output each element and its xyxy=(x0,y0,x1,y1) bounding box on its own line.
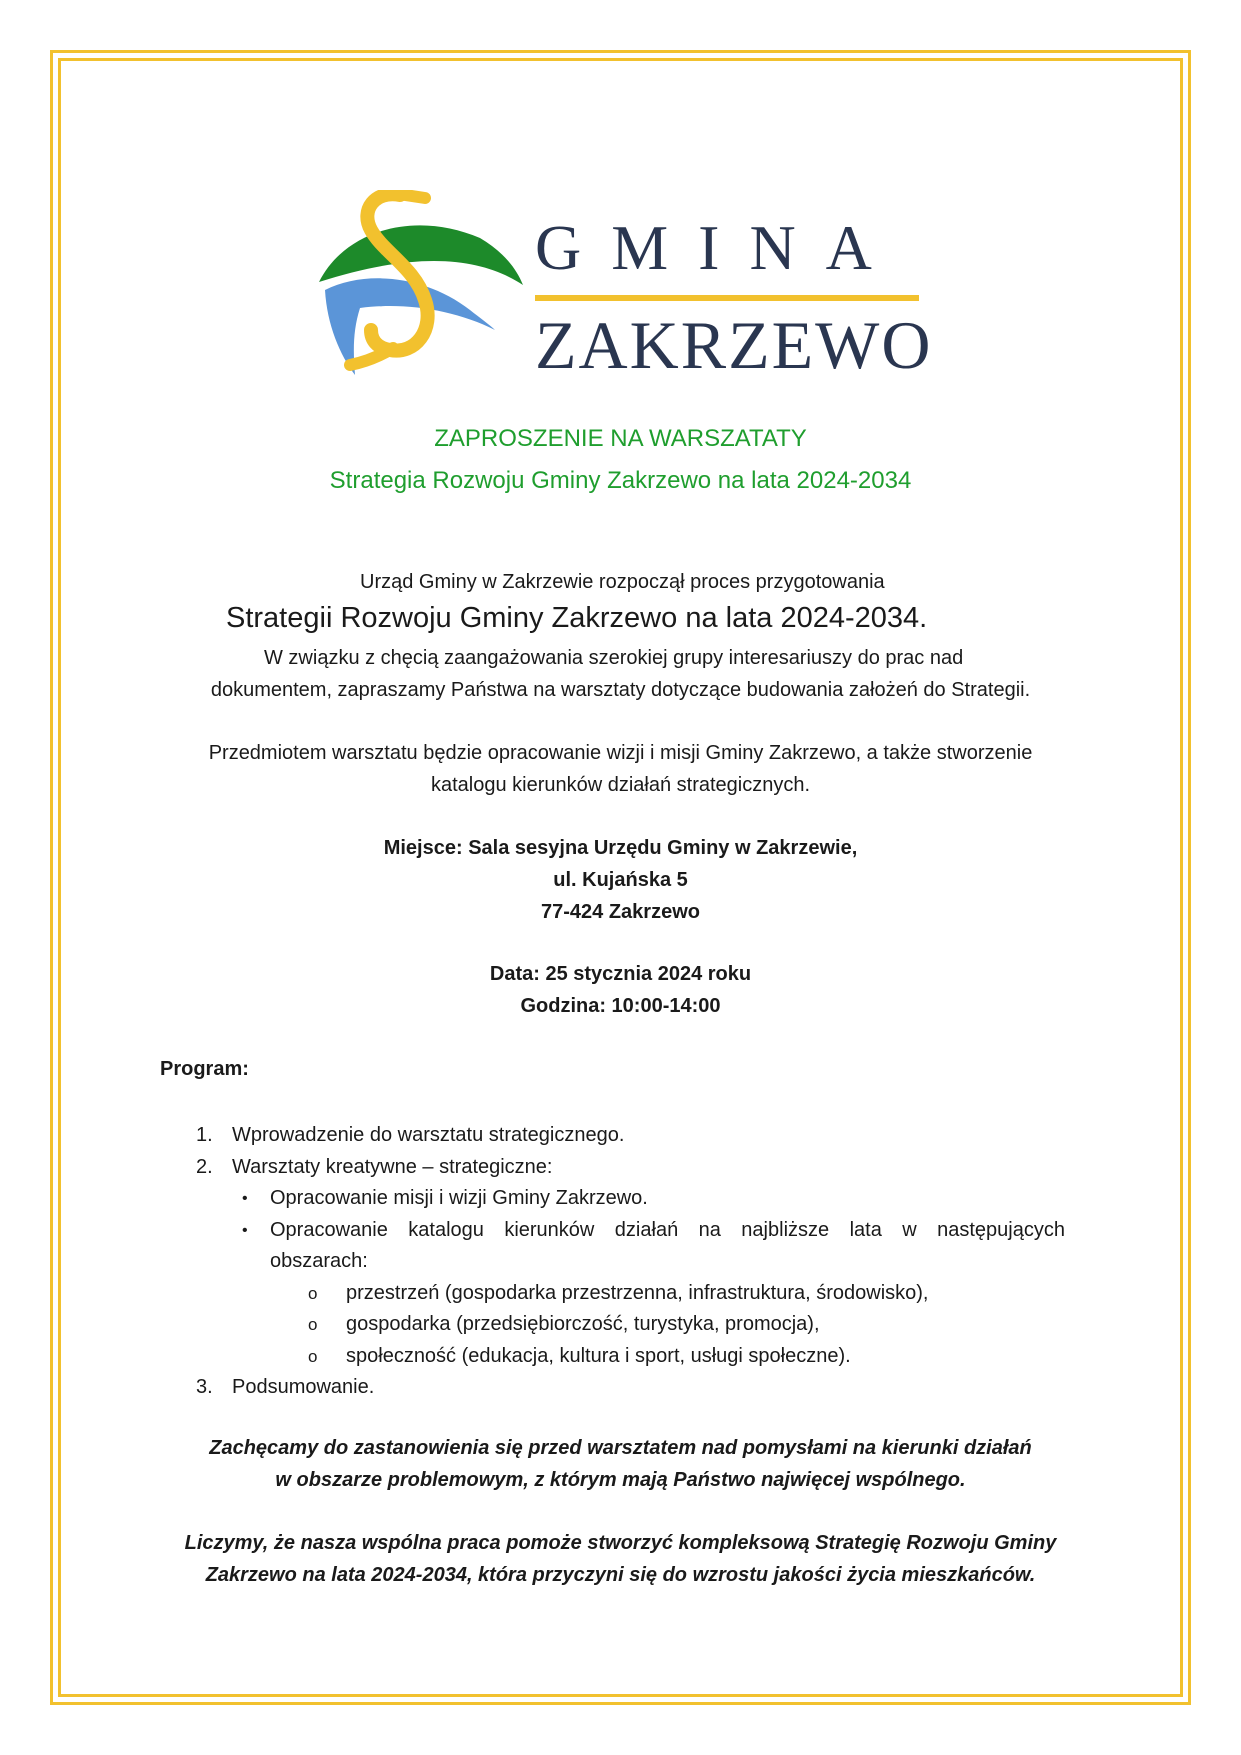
subject-line-2: katalogu kierunków działań strategicznych. xyxy=(430,774,811,796)
list-area-item xyxy=(160,1309,1060,1341)
list-item xyxy=(160,1120,1060,1152)
list-subitem xyxy=(160,1215,1065,1247)
bullet-icon: • xyxy=(242,1190,248,1207)
intro-line-4: dokumentem, zapraszamy Państwa na warsztaty dotyczące budowania założeń do Strategii. xyxy=(210,679,1031,701)
list-area-text: przestrzeń (gospodarka przestrzenna, infrastruktura, środowisko), xyxy=(346,1281,929,1304)
invitation-heading: ZAPROSZENIE NA WARSZATATY xyxy=(434,425,807,452)
list-subitem xyxy=(160,1183,1060,1215)
list-area-item xyxy=(160,1278,1060,1310)
closing-p1-line-2: w obszarze problemowym, z którym mają Państwo najwięcej wspólnego. xyxy=(275,1469,966,1491)
program-title: Program: xyxy=(160,1058,249,1080)
place-line-2: ul. Kujańska 5 xyxy=(553,869,688,891)
closing-p1-line-1: Zachęcamy do zastanowienia się przed warsztatem nad pomysłami na kierunki działań xyxy=(209,1437,1032,1459)
subject-line-1: Przedmiotem warsztatu będzie opracowanie wizji i misji Gminy Zakrzewo, a także stworzenie xyxy=(208,742,1033,764)
list-subitem-continued xyxy=(160,1246,1060,1278)
logo-emblem-icon xyxy=(305,190,535,400)
list-number: 2. xyxy=(196,1155,213,1178)
logo-word-gmina: GMINA xyxy=(535,212,902,283)
list-number: 3. xyxy=(196,1376,213,1398)
list-subitem-text: Opracowanie katalogu kierunków działań na najbliższe lata w następujących xyxy=(270,1218,1065,1241)
bullet-icon: • xyxy=(242,1221,248,1239)
list-number: 1. xyxy=(196,1124,213,1146)
closing-p2-line-2: Zakrzewo na lata 2024-2034, która przyczyni się do wzrostu jakości życia mieszkańców. xyxy=(205,1564,1036,1586)
place-line-3: 77-424 Zakrzewo xyxy=(541,901,700,923)
list-area-item xyxy=(160,1341,1060,1373)
strategy-subheading: Strategia Rozwoju Gminy Zakrzewo na lata 2024-2034 xyxy=(329,467,912,494)
event-date: Data: 25 stycznia 2024 roku xyxy=(489,963,752,985)
list-item-text: Podsumowanie. xyxy=(232,1376,375,1398)
circle-bullet-icon: o xyxy=(308,1283,318,1303)
intro-strategy-title: Strategii Rozwoju Gminy Zakrzewo na lata 2024-2034. xyxy=(226,602,928,634)
list-item xyxy=(160,1372,1060,1404)
intro-line-3: W związku z chęcią zaangażowania szerokiej grupy interesariuszy do prac nad xyxy=(264,647,964,669)
list-subitem-text: Opracowanie misji i wizji Gminy Zakrzewo. xyxy=(270,1187,648,1209)
list-area-text: gospodarka (przedsiębiorczość, turystyka, promocja), xyxy=(346,1313,820,1335)
event-time: Godzina: 10:00-14:00 xyxy=(520,995,721,1017)
list-item-text: Wprowadzenie do warsztatu strategicznego. xyxy=(232,1124,625,1146)
circle-bullet-icon: o xyxy=(308,1315,318,1334)
program-list xyxy=(160,1120,1065,1404)
logo-word-zakrzewo: ZAKRZEWO xyxy=(535,307,933,383)
list-item xyxy=(160,1152,1060,1184)
logo-divider xyxy=(535,295,919,301)
list-subitem-text: obszarach: xyxy=(270,1250,368,1272)
closing-p2-line-1: Liczymy, że nasza wspólna praca pomoże stworzyć kompleksową Strategię Rozwoju Gminy xyxy=(184,1532,1057,1554)
circle-bullet-icon: o xyxy=(308,1346,318,1366)
gmina-logo xyxy=(305,190,945,400)
list-area-text: społeczność (edukacja, kultura i sport, usługi społeczne). xyxy=(346,1344,851,1367)
place-line-1: Miejsce: Sala sesyjna Urzędu Gminy w Zakrzewie, xyxy=(383,837,858,859)
intro-line-1: Urząd Gminy w Zakrzewie rozpoczął proces przygotowania xyxy=(360,571,885,593)
list-item-text: Warsztaty kreatywne – strategiczne: xyxy=(232,1155,553,1178)
